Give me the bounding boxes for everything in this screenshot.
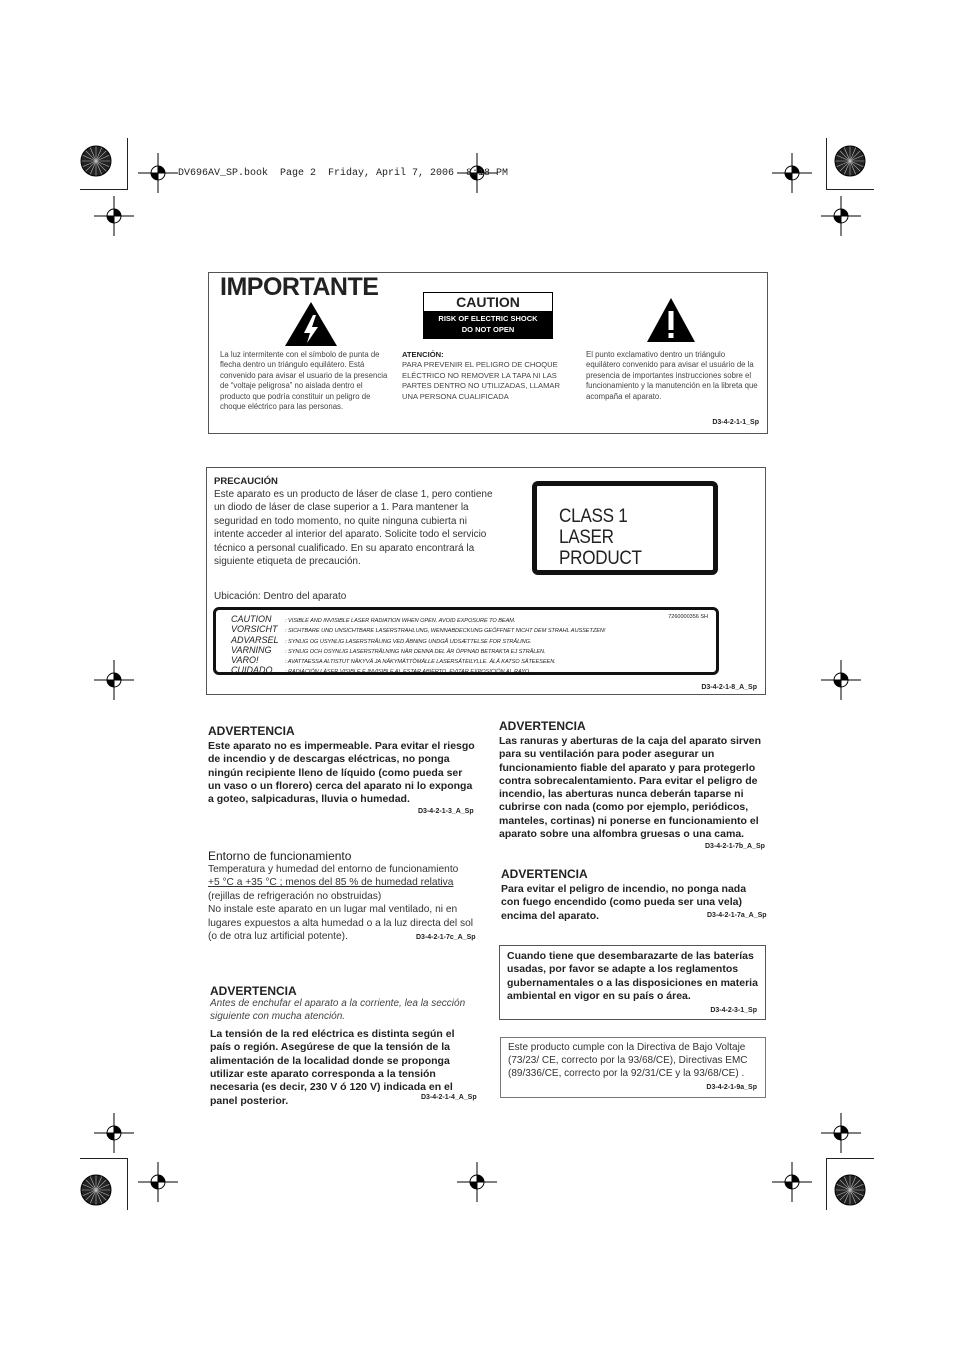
lightning-description: La luz intermitente con el símbolo de punta de flecha dentro un triángulo equilátero. Está convenido para avisar el usuario de la presencia de “voltaje peligrosa” no aislada dentro el producto que podría constituir un peligro de choque eléctrico para las personas. — [220, 350, 388, 412]
advertencia-ranuras-text: Las ranuras y aberturas de la caja del aparato sirven para su ventilación para poder asegurar un funcionamiento fiable del aparato y para protegerlo contra sobrecalentamiento. Para evitar el peligro de incendio, las aberturas nunca deberán taparse ni cubrirse con nada (como por ejemplo, periódicos, manteles, cortinas) ni ponerse en funcionamiento el aparato sobre una alfombra gruesas o una cama. — [499, 735, 762, 841]
laser-label-text: : AVATTAESSA ALTISTUT NÄKYVÄ JA NÄKYMÄTTÖMÄLLE LASERSÄTEILYLLE. ÄLÄ KATSO SÄTEESEEN. — [285, 659, 556, 666]
entorno-section — [208, 849, 476, 943]
baterias-code: D3-4-2-3-1_Sp — [710, 1007, 757, 1014]
entorno-line2: +5 °C a +35 °C ; menos del 85 % de humedad relativa — [208, 877, 454, 889]
entorno-title: Entorno de funcionamiento — [208, 849, 352, 863]
advertencia-fuego-title: ADVERTENCIA — [501, 867, 588, 881]
advertencia-ranuras-title: ADVERTENCIA — [499, 719, 586, 733]
laser-label-text: : VISIBLE AND INVISIBLE LASER RADIATION WHEN OPEN. AVOID EXPOSURE TO BEAM. — [285, 618, 516, 624]
directiva-code: D3-4-2-1-9a_Sp — [706, 1084, 757, 1091]
directiva-box — [500, 1037, 766, 1098]
advertencia-tension-title: ADVERTENCIA — [210, 984, 297, 998]
laser-label-text: : SYNLIG OCH OSYNLIG LASERSTRÅLNING NÄR DENNA DEL ÄR ÖPPNAD BETRAKTA EJ STRÅLEN. — [285, 648, 546, 655]
exclamation-description: El punto exclamativo dentro un triángulo equilátero convenido para avisar el usuário de la presencia de importantes instrucciones sobre el funcionamiento y la manutención en la libreta que acompaña el aparato. — [586, 350, 758, 401]
laser-label-row — [231, 635, 701, 645]
advertencia-fuego-code: D3-4-2-1-7a_A_Sp — [707, 912, 767, 919]
class1-line2: LASER PRODUCT — [559, 527, 642, 569]
laser-label-word: VARO! — [231, 655, 259, 666]
precaucion-text: Este aparato es un producto de láser de clase 1, pero contiene un diodo de láser de clase superior a 1. Para mantener la seguridad en todo momento, no quite ninguna cubierta ni intente acceder al interior del aparato. Solicite todo el servicio técnico a personal cualificado. En su aparato encontrará la siguiente etiqueta de precaución. — [214, 489, 493, 568]
importante-code: D3-4-2-1-1_Sp — [712, 419, 759, 426]
advertencia-agua-title: ADVERTENCIA — [208, 724, 295, 738]
advertencia-ranuras — [499, 719, 767, 841]
precaucion-location: Ubicación: Dentro del aparato — [214, 591, 347, 602]
lightning-warning-icon — [284, 301, 338, 347]
atencion-title: ATENCIÓN: — [402, 350, 444, 359]
registration-starburst-icon — [80, 145, 112, 177]
precaucion-title: PRECAUCIÓN — [214, 476, 278, 487]
caution-label-title: CAUTION — [456, 294, 520, 310]
entorno-line3: (rejillas de refrigeración no obstruidas) — [208, 890, 382, 902]
laser-label-rows — [231, 614, 701, 676]
directiva-text: Este producto cumple con la Directiva de Bajo Voltaje (73/23/ CE, correcto por la 93/68/CE), Directivas EMC (89/336/CE, correcto por la 92/31/CE y la 93/68/CE) . — [508, 1042, 748, 1080]
laser-label-word: VORSICHT — [231, 624, 278, 635]
entorno-code: D3-4-2-1-7c_A_Sp — [416, 934, 476, 941]
caution-label — [423, 292, 553, 339]
exclamation-warning-icon — [646, 297, 696, 343]
caution-label-line1: RISK OF ELECTRIC SHOCK — [438, 314, 538, 323]
advertencia-tension-italic: Antes de enchufar el aparato a la corriente, lea la sección siguiente con mucha atención. — [210, 998, 466, 1022]
crosshair-icon — [772, 153, 812, 193]
crosshair-icon — [821, 660, 861, 700]
advertencia-agua — [208, 724, 476, 806]
laser-label-word: ADVARSEL — [231, 634, 279, 645]
crosshair-icon — [821, 1113, 861, 1153]
laser-label-row — [231, 614, 701, 624]
advertencia-tension-code: D3-4-2-1-4_A_Sp — [421, 1094, 477, 1101]
importante-title: IMPORTANTE — [220, 273, 379, 301]
crosshair-icon — [457, 1162, 497, 1202]
atencion-text: PARA PREVENIR EL PELIGRO DE CHOQUE ELÉCTRICO NO REMOVER LA TAPA NI LAS PARTES DENTRO NO UTILIZADAS, LLAMAR UNA PERSONA CUALIFICADA — [402, 360, 560, 401]
book-info-header: DV696AV_SP.book Page 2 Friday, April 7, 2006 8:18 PM — [178, 168, 509, 179]
laser-label-row — [231, 665, 701, 675]
caution-label-line2: DO NOT OPEN — [461, 325, 515, 334]
crosshair-icon — [138, 153, 178, 193]
registration-starburst-icon — [834, 145, 866, 177]
laser-label-word: VARNING — [231, 644, 272, 655]
advertencia-agua-code: D3-4-2-1-3_A_Sp — [418, 808, 474, 815]
advertencia-tension-text: La tensión de la red eléctrica es distinta según el país o región. Asegúrese de que la tensión de la alimentación de la localidad donde se proponga utilizar este aparato corresponda a la tensión necesaria (es decir, 230 V ó 120 V) indicada en el panel posterior. — [210, 1028, 455, 1107]
crosshair-icon — [94, 1113, 134, 1153]
laser-label-number: 7260000356 SH — [668, 614, 708, 620]
laser-label-text: : SYNLIG OG USYNLIG LASERSTRÅLING VED ÅBNING UNDGÅ UDSÆTTELSE FOR STRÅLING. — [285, 638, 532, 645]
crosshair-icon — [138, 1162, 178, 1202]
baterias-box — [499, 945, 766, 1020]
registration-starburst-icon — [80, 1174, 112, 1206]
laser-label-text: : SICHTBARE UND UNSICHTBARE LASERSTRAHLUNG, WENNABDECKUNG GEÖFFNET NICHT DEM STRAHL AUSSETZEN! — [285, 628, 606, 635]
advertencia-fuego-text: Para evitar el peligro de incendio, no ponga nada con fuego encendido (como pueda ser una vela) encima del aparato. — [501, 883, 747, 922]
baterias-text: Cuando tiene que desembarazarte de las baterías usadas, por favor se adapte a los reglamentos gubernamentales o a las disposiciones en materia ambiental en vigor en su país o área. — [507, 950, 758, 1002]
precaucion-box — [206, 467, 766, 695]
crosshair-icon — [94, 660, 134, 700]
laser-label-row — [231, 655, 701, 665]
entorno-line4: No instale este aparato en un lugar mal ventilado, ni en lugares expuestos a alta humedad o a la luz directa del sol (o de otra luz artificial potente). — [208, 904, 474, 943]
importante-box — [208, 272, 768, 434]
advertencia-tension — [210, 984, 476, 1108]
crosshair-icon — [94, 196, 134, 236]
laser-label-text: : RADIACIÓN LÁSER VISIBLE E INVISIBLE AL ESTAR ABIERTO. EVITAR EXPOSICIÓN AL RAYO. — [285, 669, 531, 676]
precaucion-code: D3-4-2-1-8_A_Sp — [701, 684, 757, 691]
entorno-line1: Temperatura y humedad del entorno de funcionamiento — [208, 864, 459, 875]
class1-laser-label — [532, 481, 718, 575]
advertencia-ranuras-code: D3-4-2-1-7b_A_Sp — [705, 843, 765, 850]
laser-warning-label — [213, 607, 719, 675]
class1-line1: CLASS 1 — [559, 506, 628, 527]
laser-label-row — [231, 624, 701, 634]
crosshair-icon — [821, 196, 861, 236]
laser-label-row — [231, 645, 701, 655]
advertencia-agua-text: Este aparato no es impermeable. Para evitar el riesgo de incendio y de descargas eléctricas, no ponga ningún recipiente lleno de líquido (como pueda ser un vaso o un florero) cerca del aparato ni lo exponga a goteo, salpicaduras, lluvia o humedad. — [208, 740, 475, 806]
registration-starburst-icon — [834, 1174, 866, 1206]
laser-label-word: CAUTION — [231, 614, 272, 624]
laser-label-word: CUIDADO — [231, 665, 273, 676]
crosshair-icon — [772, 1162, 812, 1202]
